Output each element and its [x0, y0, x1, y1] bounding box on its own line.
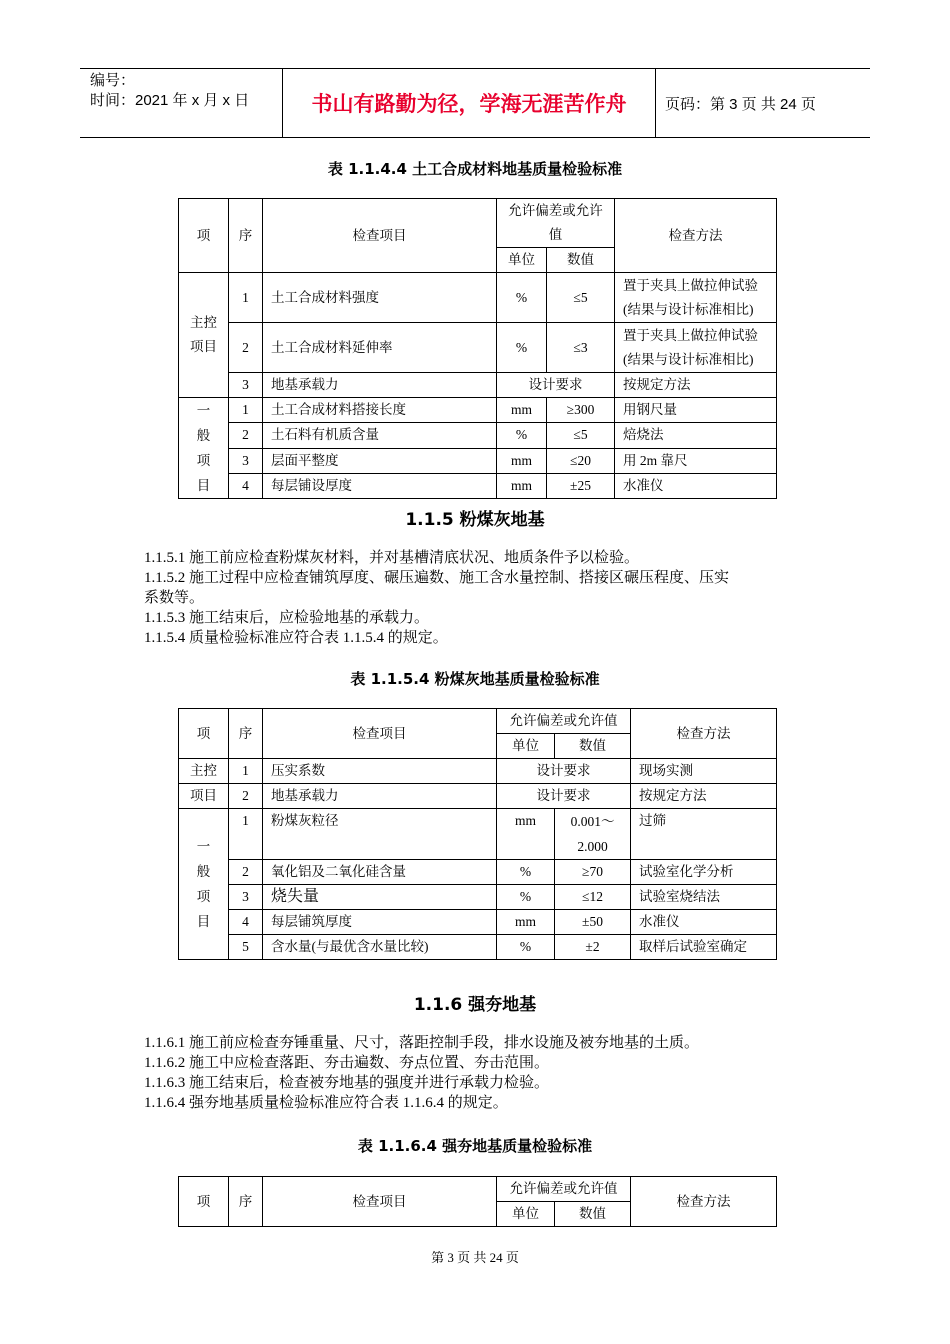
table-row: [179, 423, 777, 448]
col-header-unit: 单位: [497, 734, 555, 759]
cell-method: 取样后试验室确定: [631, 935, 777, 960]
quality-table-1: [178, 198, 777, 499]
paragraph: 1.1.5.3 施工结束后，应检验地基的承载力。: [144, 610, 430, 626]
col-header-method: 检查方法: [631, 1177, 777, 1227]
table-row: [179, 885, 777, 910]
cell-unit: %: [497, 860, 555, 885]
cell-item: 氧化铝及二氧化硅含量: [263, 860, 497, 885]
cell-allow: 设计要求: [497, 373, 615, 398]
cell-value: ≤3: [547, 323, 615, 373]
header-info: [80, 69, 282, 137]
table-row: [179, 759, 777, 784]
cell-method: 按规定方法: [631, 784, 777, 809]
col-header-item: 项: [179, 1177, 229, 1227]
paragraph: 1.1.5.4 质量检验标准应符合表 1.1.5.4 的规定。: [144, 630, 448, 646]
cell-unit: mm: [497, 809, 555, 860]
cell-unit: mm: [497, 910, 555, 935]
col-header-allow: 允许偏差或允许值: [497, 199, 615, 248]
doc-number-label: 编号：: [90, 72, 136, 89]
cell-unit: mm: [497, 398, 547, 423]
paragraph: 1.1.6.2 施工中应检查落距、夯击遍数、夯点位置、夯击范围。: [144, 1055, 550, 1071]
cell-item: 烧失量: [263, 885, 497, 910]
table-row: [179, 398, 777, 423]
cell-seq: 3: [229, 885, 263, 910]
quality-table-2: [178, 708, 777, 960]
cell-unit: %: [497, 935, 555, 960]
cell-method: 试验室化学分析: [631, 860, 777, 885]
col-header-seq: 序: [229, 199, 263, 273]
table-row: [179, 273, 777, 323]
col-header-method: 检查方法: [631, 709, 777, 759]
table-row: [179, 935, 777, 960]
cell-value: 0.001～2.000: [555, 809, 631, 860]
col-header-value: 数值: [555, 734, 631, 759]
section-title-115: 1.1.5 粉煤灰地基: [405, 510, 545, 530]
table-caption-3: 表 1.1.6.4 强夯地基质量检验标准: [357, 1137, 593, 1155]
quality-table-3: [178, 1176, 777, 1227]
col-header-allow: 允许偏差或允许值: [497, 1177, 631, 1202]
cell-item: 每层铺筑厚度: [263, 910, 497, 935]
cell-value: ≤5: [547, 273, 615, 323]
cell-unit: %: [497, 273, 547, 323]
cell-unit: %: [497, 323, 547, 373]
cell-item: 土工合成材料搭接长度: [263, 398, 497, 423]
cell-item: 粉煤灰粒径: [263, 809, 497, 860]
group-general: 一 般 项 目: [179, 809, 229, 960]
cell-seq: 4: [229, 473, 263, 498]
cell-method: 用钢尺量: [615, 398, 777, 423]
cell-method: 置于夹具上做拉伸试验(结果与设计标准相比): [615, 273, 777, 323]
cell-allow: 设计要求: [497, 784, 631, 809]
table-row: [179, 860, 777, 885]
cell-item: 每层铺设厚度: [263, 473, 497, 498]
cell-method: 水准仪: [631, 910, 777, 935]
cell-seq: 2: [229, 784, 263, 809]
cell-value: ≤20: [547, 448, 615, 473]
paragraph: 1.1.6.1 施工前应检查夯锤重量、尺寸，落距控制手段，排水设施及被夯地基的土质。: [144, 1035, 700, 1051]
cell-item: 地基承载力: [263, 373, 497, 398]
cell-unit: mm: [497, 473, 547, 498]
cell-value: ±25: [547, 473, 615, 498]
col-header-seq: 序: [229, 1177, 263, 1227]
header-page-label: 页码：第 3 页 共 24 页: [665, 95, 816, 113]
cell-seq: 2: [229, 323, 263, 373]
cell-method: 过筛: [631, 809, 777, 860]
col-header-check: 检查项目: [263, 709, 497, 759]
page-footer: 第 3 页 共 24 页: [431, 1250, 519, 1265]
page-header: [80, 68, 870, 138]
cell-seq: 5: [229, 935, 263, 960]
cell-item: 土石料有机质含量: [263, 423, 497, 448]
col-header-value: 数值: [555, 1202, 631, 1227]
group-main-b: 项目: [179, 784, 229, 809]
cell-seq: 4: [229, 910, 263, 935]
cell-value: ≥300: [547, 398, 615, 423]
table-row: [179, 323, 777, 373]
cell-item: 层面平整度: [263, 448, 497, 473]
header-motto: 书山有路勤为径，学海无涯苦作舟: [282, 69, 656, 137]
group-general: 一 般 项 目: [179, 398, 229, 499]
table-row: [179, 448, 777, 473]
paragraph: 1.1.5.2 施工过程中应检查铺筑厚度、碾压遍数、施工含水量控制、搭接区碾压程度、压实: [144, 570, 730, 586]
cell-method: 焙烧法: [615, 423, 777, 448]
group-main: 主控 项目: [179, 273, 229, 398]
cell-unit: mm: [497, 448, 547, 473]
cell-item: 土工合成材料强度: [263, 273, 497, 323]
cell-value: ≥70: [555, 860, 631, 885]
cell-value: ≤5: [547, 423, 615, 448]
cell-method: 置于夹具上做拉伸试验(结果与设计标准相比): [615, 323, 777, 373]
cell-seq: 2: [229, 423, 263, 448]
col-header-check: 检查项目: [263, 1177, 497, 1227]
table-caption-2: 表 1.1.5.4 粉煤灰地基质量检验标准: [350, 670, 600, 688]
col-header-method: 检查方法: [615, 199, 777, 273]
cell-seq: 1: [229, 273, 263, 323]
col-header-unit: 单位: [497, 1202, 555, 1227]
cell-unit: %: [497, 885, 555, 910]
cell-unit: %: [497, 423, 547, 448]
cell-seq: 1: [229, 759, 263, 784]
col-header-item: 项: [179, 709, 229, 759]
table-row: [179, 373, 777, 398]
table-row: [179, 809, 777, 860]
col-header-seq: 序: [229, 709, 263, 759]
cell-seq: 3: [229, 373, 263, 398]
cell-method: 按规定方法: [615, 373, 777, 398]
cell-seq: 1: [229, 398, 263, 423]
cell-seq: 1: [229, 809, 263, 860]
cell-method: 用 2m 靠尺: [615, 448, 777, 473]
table-row: [179, 473, 777, 498]
paragraph: 1.1.6.3 施工结束后，检查被夯地基的强度并进行承载力检验。: [144, 1075, 550, 1091]
group-main-a: 主控: [179, 759, 229, 784]
cell-item: 地基承载力: [263, 784, 497, 809]
table-caption-1: 表 1.1.4.4 土工合成材料地基质量检验标准: [327, 160, 623, 178]
col-header-item: 项: [179, 199, 229, 273]
cell-item: 含水量(与最优含水量比较): [263, 935, 497, 960]
cell-seq: 2: [229, 860, 263, 885]
cell-seq: 3: [229, 448, 263, 473]
table-row: [179, 784, 777, 809]
section-title-116: 1.1.6 强夯地基: [413, 995, 537, 1015]
cell-item: 土工合成材料延伸率: [263, 323, 497, 373]
col-header-value: 数值: [547, 248, 615, 273]
col-header-unit: 单位: [497, 248, 547, 273]
cell-value: ±2: [555, 935, 631, 960]
paragraph: 1.1.5.1 施工前应检查粉煤灰材料，并对基槽清底状况、地质条件予以检验。: [144, 550, 640, 566]
col-header-check: 检查项目: [263, 199, 497, 273]
doc-time-label: 时间：2021 年 x 月 x 日: [90, 92, 250, 109]
table-row: [179, 910, 777, 935]
cell-item: 压实系数: [263, 759, 497, 784]
paragraph: 系数等。: [144, 590, 205, 606]
cell-method: 试验室烧结法: [631, 885, 777, 910]
col-header-allow: 允许偏差或允许值: [497, 709, 631, 734]
cell-allow: 设计要求: [497, 759, 631, 784]
cell-method: 水准仪: [615, 473, 777, 498]
cell-method: 现场实测: [631, 759, 777, 784]
cell-value: ±50: [555, 910, 631, 935]
cell-value: ≤12: [555, 885, 631, 910]
paragraph: 1.1.6.4 强夯地基质量检验标准应符合表 1.1.6.4 的规定。: [144, 1095, 508, 1111]
